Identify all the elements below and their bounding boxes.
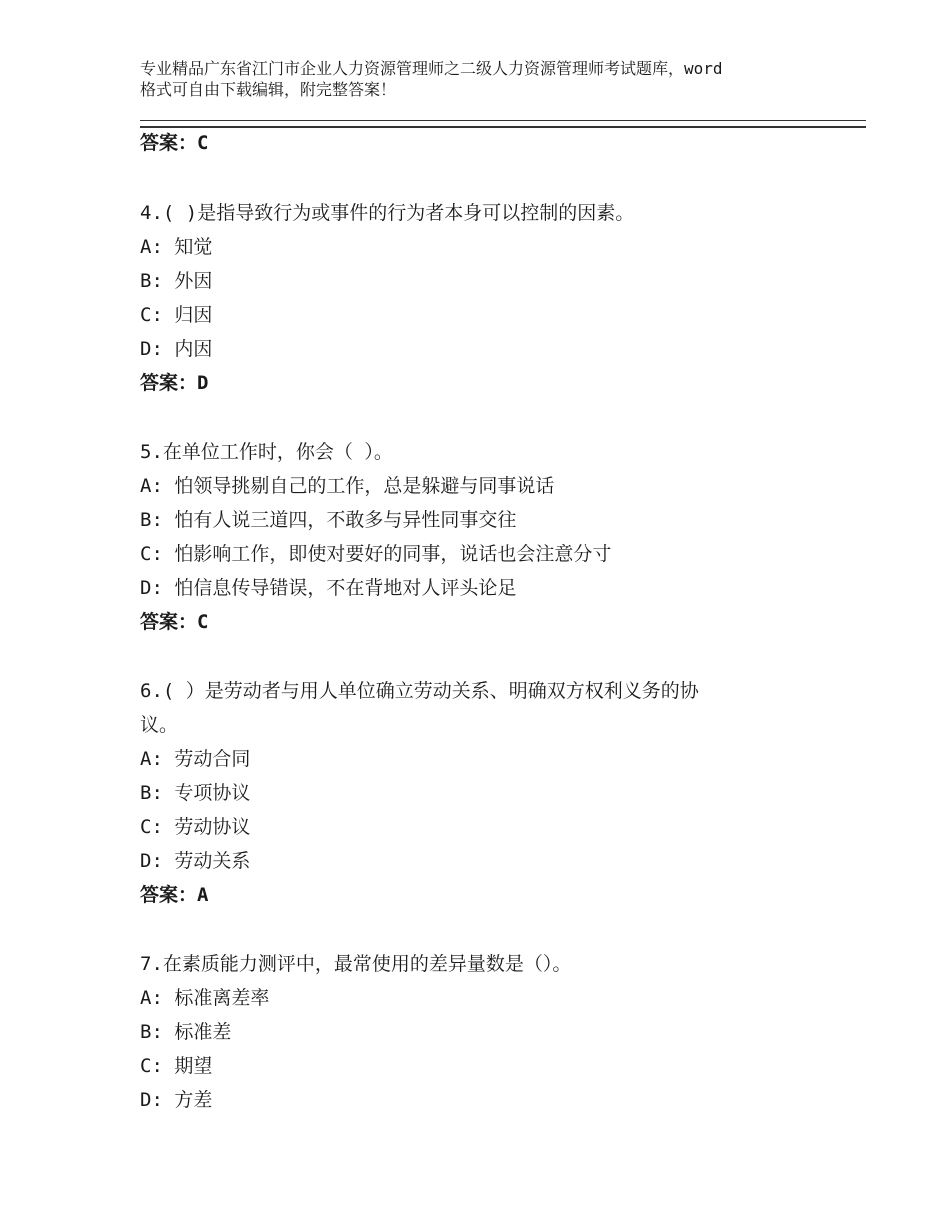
- question-4-option-d: D: 内因: [140, 338, 213, 360]
- question-6-option-b: B: 专项协议: [140, 782, 251, 804]
- answer-previous: 答案：C: [140, 132, 209, 154]
- header-divider: [140, 120, 866, 128]
- header-line-2: 格式可自由下载编辑，附完整答案！: [140, 80, 397, 99]
- question-7-option-b: B: 标准差: [140, 1021, 232, 1043]
- question-4-option-b: B: 外因: [140, 270, 213, 292]
- question-5-answer: 答案：C: [140, 611, 209, 633]
- document-header: [140, 58, 870, 100]
- question-5-option-d: D: 怕信息传导错误，不在背地对人评头论足: [140, 577, 517, 599]
- question-7-option-d: D: 方差: [140, 1089, 213, 1111]
- question-6-option-a: A: 劳动合同: [140, 748, 251, 770]
- question-7-stem: 7.在素质能力测评中，最常使用的差异量数是（）。: [140, 953, 572, 975]
- question-5-option-c: C: 怕影响工作，即使对要好的同事，说话也会注意分寸: [140, 543, 612, 565]
- question-5-option-b: B: 怕有人说三道四，不敢多与异性同事交往: [140, 509, 517, 531]
- question-6-stem-line-1: 6.( ）是劳动者与用人单位确立劳动关系、明确双方权利义务的协: [140, 680, 699, 702]
- question-6-option-d: D: 劳动关系: [140, 850, 251, 872]
- question-6-stem-line-2: 议。: [140, 714, 179, 736]
- question-5-option-a: A: 怕领导挑剔自己的工作，总是躲避与同事说话: [140, 475, 555, 497]
- header-line-1: 专业精品广东省江门市企业人力资源管理师之二级人力资源管理师考试题库，word: [140, 59, 723, 78]
- question-4-option-c: C: 归因: [140, 304, 213, 326]
- question-6-option-c: C: 劳动协议: [140, 816, 251, 838]
- question-7-option-c: C: 期望: [140, 1055, 213, 1077]
- document-page: [140, 0, 870, 1230]
- question-4-answer: 答案：D: [140, 372, 209, 394]
- question-4-stem: 4.( )是指导致行为或事件的行为者本身可以控制的因素。: [140, 202, 635, 224]
- question-6-answer: 答案：A: [140, 884, 209, 906]
- question-5-stem: 5.在单位工作时，你会（ ）。: [140, 441, 393, 463]
- question-4-option-a: A: 知觉: [140, 236, 213, 258]
- question-7-option-a: A: 标准离差率: [140, 987, 270, 1009]
